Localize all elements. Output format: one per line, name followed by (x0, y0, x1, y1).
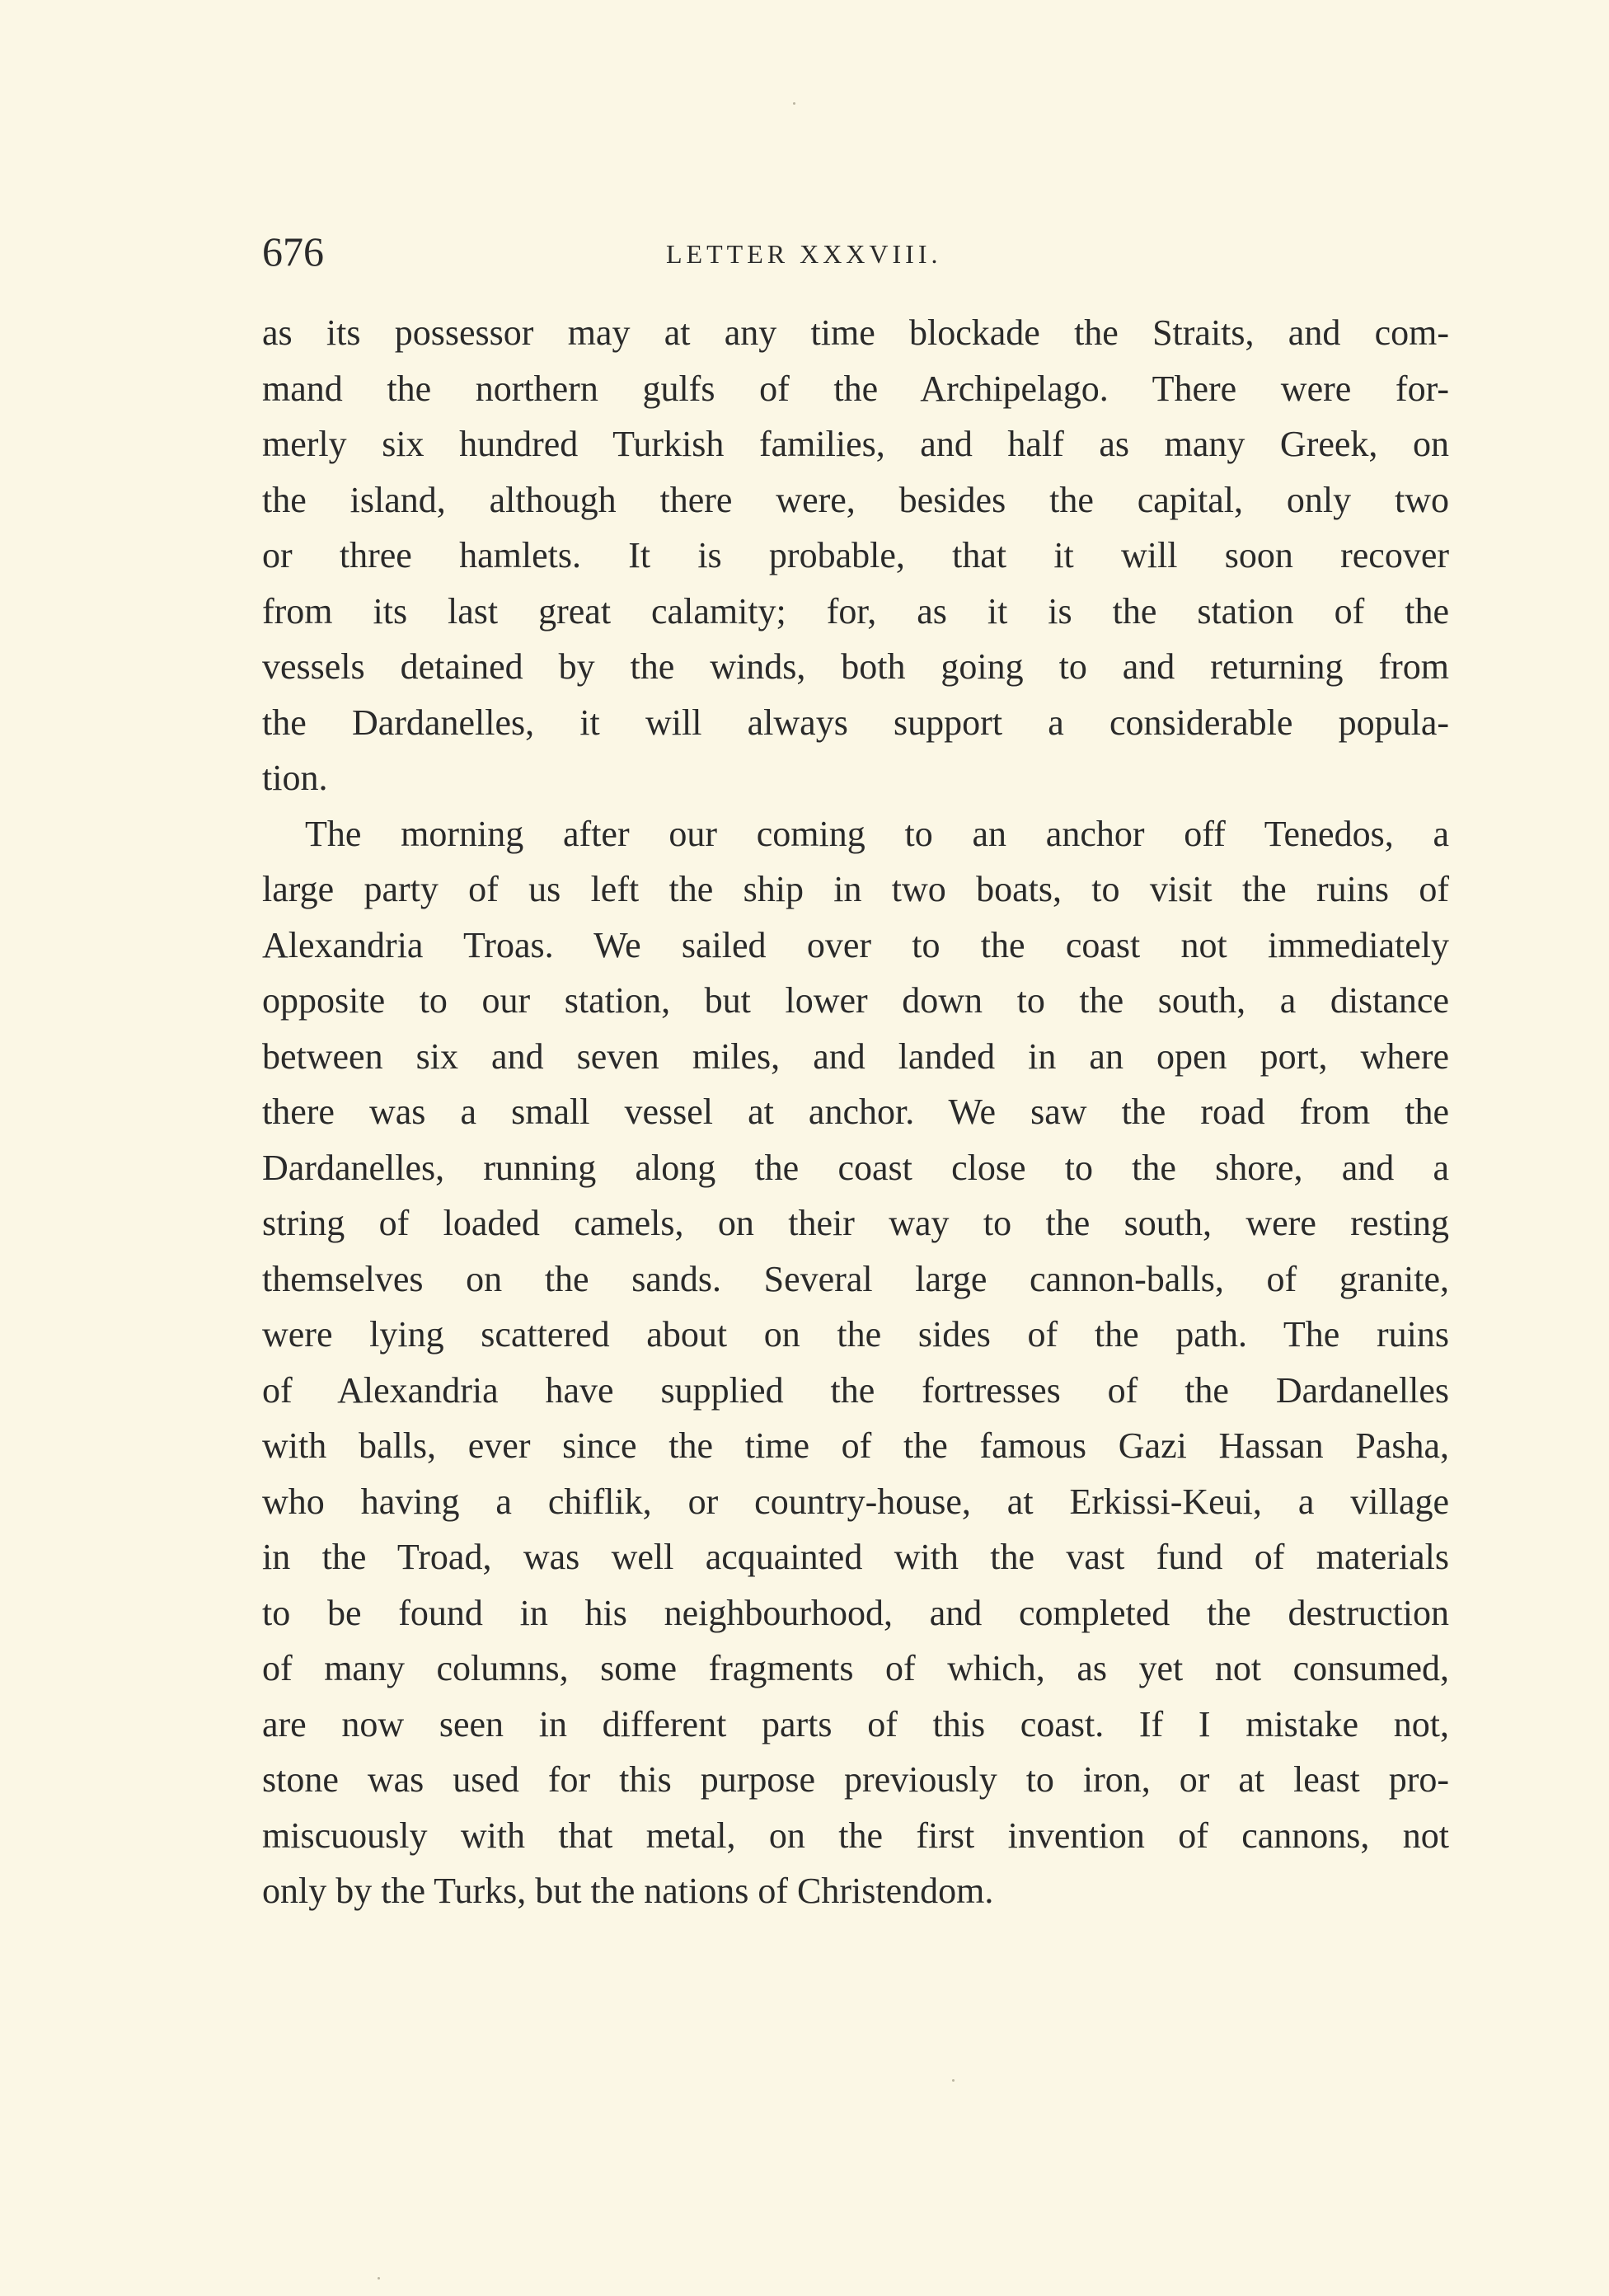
text-line: as its possessor may at any time blockade the Straits, and com- (262, 312, 1449, 353)
text-line: from its last great calamity; for, as it is the station of the (262, 590, 1449, 632)
text-line: stone was used for this purpose previously to iron, or at least pro- (262, 1759, 1449, 1800)
paragraph-2 (262, 806, 1449, 1919)
text-line: are now seen in different parts of this coast. If I mistake not, (262, 1703, 1449, 1744)
text-line: only by the Turks, but the nations of Christendom. (262, 1871, 994, 1911)
text-line: between six and seven miles, and landed in an open port, where (262, 1035, 1449, 1077)
text-line: Dardanelles, running along the coast close to the shore, and a (262, 1147, 1449, 1188)
paragraph-1 (262, 305, 1449, 806)
page-number: 676 (262, 228, 324, 275)
paper-speck (378, 2277, 380, 2280)
text-line: themselves on the sands. Several large cannon-balls, of granite, (262, 1258, 1449, 1299)
body-text (262, 305, 1449, 1919)
text-line: merly six hundred Turkish families, and half as many Greek, on (262, 424, 1449, 464)
letter-heading: LETTER XXXVIII. (666, 239, 942, 269)
text-line: who having a chiflik, or country-house, at Erkissi-Keui, a village (262, 1481, 1449, 1522)
text-line: opposite to our station, but lower down to the south, a distance (262, 980, 1449, 1021)
text-line: large party of us left the ship in two boats, to visit the ruins of (262, 869, 1449, 909)
text-line: or three hamlets. It is probable, that it will soon recover (262, 535, 1449, 575)
text-line: string of loaded camels, on their way to the south, were resting (262, 1203, 1449, 1243)
running-head (262, 223, 1449, 280)
text-line: of many columns, some fragments of which, as yet not consumed, (262, 1648, 1449, 1688)
text-line: mand the northern gulfs of the Archipelago. There were for- (262, 368, 1449, 409)
text-line: to be found in his neighbourhood, and completed the destruction (262, 1592, 1449, 1633)
text-line: of Alexandria have supplied the fortresses of the Dardanelles (262, 1369, 1449, 1411)
text-line: the island, although there were, besides the capital, only two (262, 479, 1449, 520)
text-line: tion. (262, 758, 328, 798)
paper-speck (952, 2079, 955, 2082)
text-line: Alexandria Troas. We sailed over to the coast not immediately (262, 924, 1449, 965)
text-line: the Dardanelles, it will always support a considerable popula- (262, 702, 1449, 743)
text-line: miscuously with that metal, on the first invention of cannons, not (262, 1815, 1449, 1856)
text-line: there was a small vessel at anchor. We saw the road from the (262, 1092, 1449, 1132)
text-line: with balls, ever since the time of the famous Gazi Hassan Pasha, (262, 1425, 1449, 1466)
text-line: were lying scattered about on the sides of the path. The ruins (262, 1314, 1449, 1355)
paper-speck (793, 102, 795, 105)
text-line: vessels detained by the winds, both going to and returning from (262, 646, 1449, 687)
text-line: The morning after our coming to an anchor off Tenedos, a (305, 813, 1449, 854)
text-line: in the Troad, was well acquainted with the vast fund of materials (262, 1537, 1449, 1577)
